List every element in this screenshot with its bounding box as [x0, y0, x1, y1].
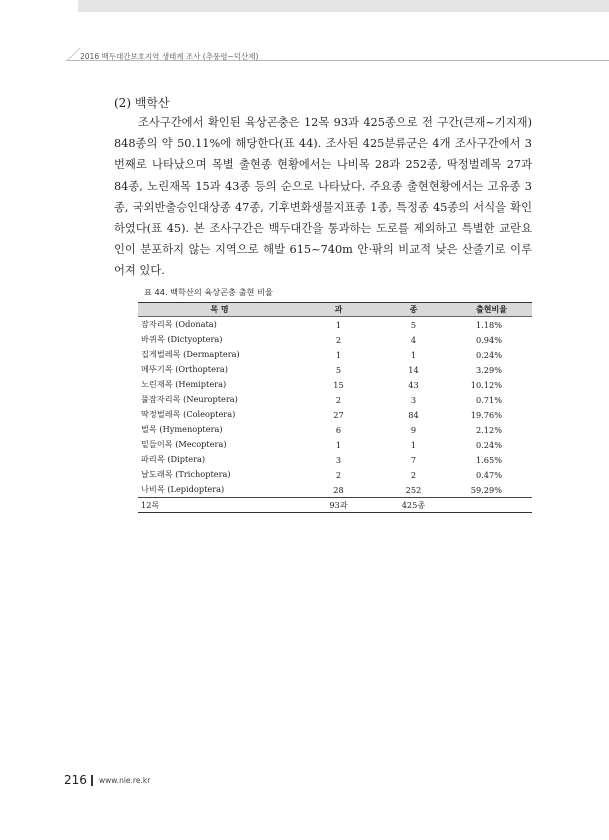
row-family-count: 1	[335, 439, 342, 450]
row-ratio: 1.65%	[475, 454, 502, 465]
running-title: 2016 백두대간보호지역 생태계 조사 (추풍령~덕산재)	[80, 52, 259, 61]
row-species-count: 9	[410, 424, 417, 435]
row-ratio: 59.29%	[470, 484, 502, 495]
row-species-count: 7	[410, 454, 417, 465]
total-ratio	[451, 498, 532, 513]
table-row	[138, 332, 532, 347]
total-family: 93과	[301, 498, 376, 513]
site-url: www.nie.re.kr	[99, 776, 151, 785]
row-species-count: 5	[410, 319, 417, 330]
table-row	[138, 407, 532, 422]
row-ratio: 3.29%	[475, 364, 502, 375]
row-species-count: 3	[410, 394, 417, 405]
row-family-count: 1	[335, 349, 342, 360]
table-row	[138, 467, 532, 482]
row-species-count: 1	[410, 439, 417, 450]
row-order-name: 밑들이목 (Mecoptera)	[141, 439, 227, 449]
row-order-name: 노린재목 (Hemiptera)	[141, 379, 227, 389]
row-family-count: 1	[335, 319, 342, 330]
row-family-count: 28	[333, 484, 344, 495]
footer-divider	[91, 775, 93, 786]
row-ratio: 0.24%	[475, 349, 502, 360]
row-ratio: 0.94%	[475, 334, 502, 345]
table-row	[138, 317, 532, 333]
row-ratio: 10.12%	[470, 379, 502, 390]
table-body	[138, 317, 532, 513]
header-family: 과	[301, 303, 376, 317]
row-order-name: 바퀴목 (Dictyoptera)	[141, 334, 223, 344]
section-heading: (2) 백학산	[114, 96, 170, 110]
table-row	[138, 422, 532, 437]
row-order-name: 날도래목 (Trichoptera)	[141, 469, 231, 479]
total-name: 12목	[138, 498, 301, 513]
body-text	[114, 112, 532, 282]
row-order-name: 메뚜기목 (Orthoptera)	[141, 364, 228, 374]
header-ratio: 출현비율	[451, 303, 532, 317]
table-row	[138, 362, 532, 377]
row-order-name: 집게벌레목 (Dermaptera)	[141, 349, 240, 359]
row-order-name: 딱정벌레목 (Coleoptera)	[141, 409, 236, 419]
row-ratio: 0.71%	[475, 394, 502, 405]
table-row	[138, 437, 532, 452]
header-order: 목 명	[138, 303, 301, 317]
row-ratio: 0.47%	[475, 469, 502, 480]
row-order-name: 파리목 (Diptera)	[141, 454, 206, 464]
table-row	[138, 482, 532, 498]
row-ratio: 19.76%	[470, 409, 502, 420]
row-family-count: 6	[335, 424, 342, 435]
body-paragraph: 조사구간에서 확인된 육상곤충은 12목 93과 425종으로 전 구간(큰재~기지재) 848종의 약 50.11%에 해당한다(표 44). 조사된 425분류군은 4개 조사구간에서 3번째로 나타났으며 목별 출현종 현황에서는 나비목 28과 252종, 딱정벌레목 27과 84종, 노린재목 15과 43종 등의 순으로 나타났다. 주요종 출현현황에서는 고유종 3종, 국외반출승인대상종 47종, 기후변화생물지표종 1종, 특정종 45종의 서식을 확인하였다(표 45). 본 조사구간은 백두대간을 통과하는 도로를 제외하고 특별한 교란요인이 분포하지 않는 지역으로 해발 615~740m 안·팎의 비교적 낮은 산줄기로 이루어져 있다.	[114, 116, 532, 278]
row-ratio: 0.24%	[475, 439, 502, 450]
row-order-name: 벌목 (Hymenoptera)	[141, 424, 223, 434]
header-band	[0, 0, 609, 12]
table-header-row	[138, 303, 532, 317]
total-species: 425종	[376, 498, 451, 513]
table-row	[138, 452, 532, 467]
row-species-count: 1	[410, 349, 417, 360]
row-family-count: 2	[335, 394, 342, 405]
row-species-count: 4	[410, 334, 417, 345]
row-species-count: 84	[408, 409, 419, 420]
row-family-count: 5	[335, 364, 342, 375]
table-row	[138, 347, 532, 362]
header-species: 종	[376, 303, 451, 317]
row-ratio: 1.18%	[475, 319, 502, 330]
row-species-count: 2	[410, 469, 417, 480]
table-caption: 표 44. 백학산의 육상곤충 출현 비율	[144, 287, 273, 297]
table-total-row	[138, 498, 532, 513]
row-species-count: 14	[408, 364, 419, 375]
row-family-count: 15	[333, 379, 344, 390]
page-number: 216	[64, 773, 87, 787]
header-notch	[66, 48, 80, 61]
row-family-count: 3	[335, 454, 342, 465]
row-family-count: 2	[335, 334, 342, 345]
insect-table	[138, 302, 532, 513]
row-ratio: 2.12%	[475, 424, 502, 435]
row-species-count: 43	[408, 379, 419, 390]
row-order-name: 풀잠자리목 (Neuroptera)	[141, 394, 238, 404]
table-row	[138, 377, 532, 392]
row-order-name: 나비목 (Lepidoptera)	[141, 484, 225, 494]
table-row	[138, 392, 532, 407]
row-family-count: 2	[335, 469, 342, 480]
row-family-count: 27	[333, 409, 344, 420]
row-species-count: 252	[405, 484, 422, 495]
row-order-name: 잠자리목 (Odonata)	[141, 319, 217, 329]
